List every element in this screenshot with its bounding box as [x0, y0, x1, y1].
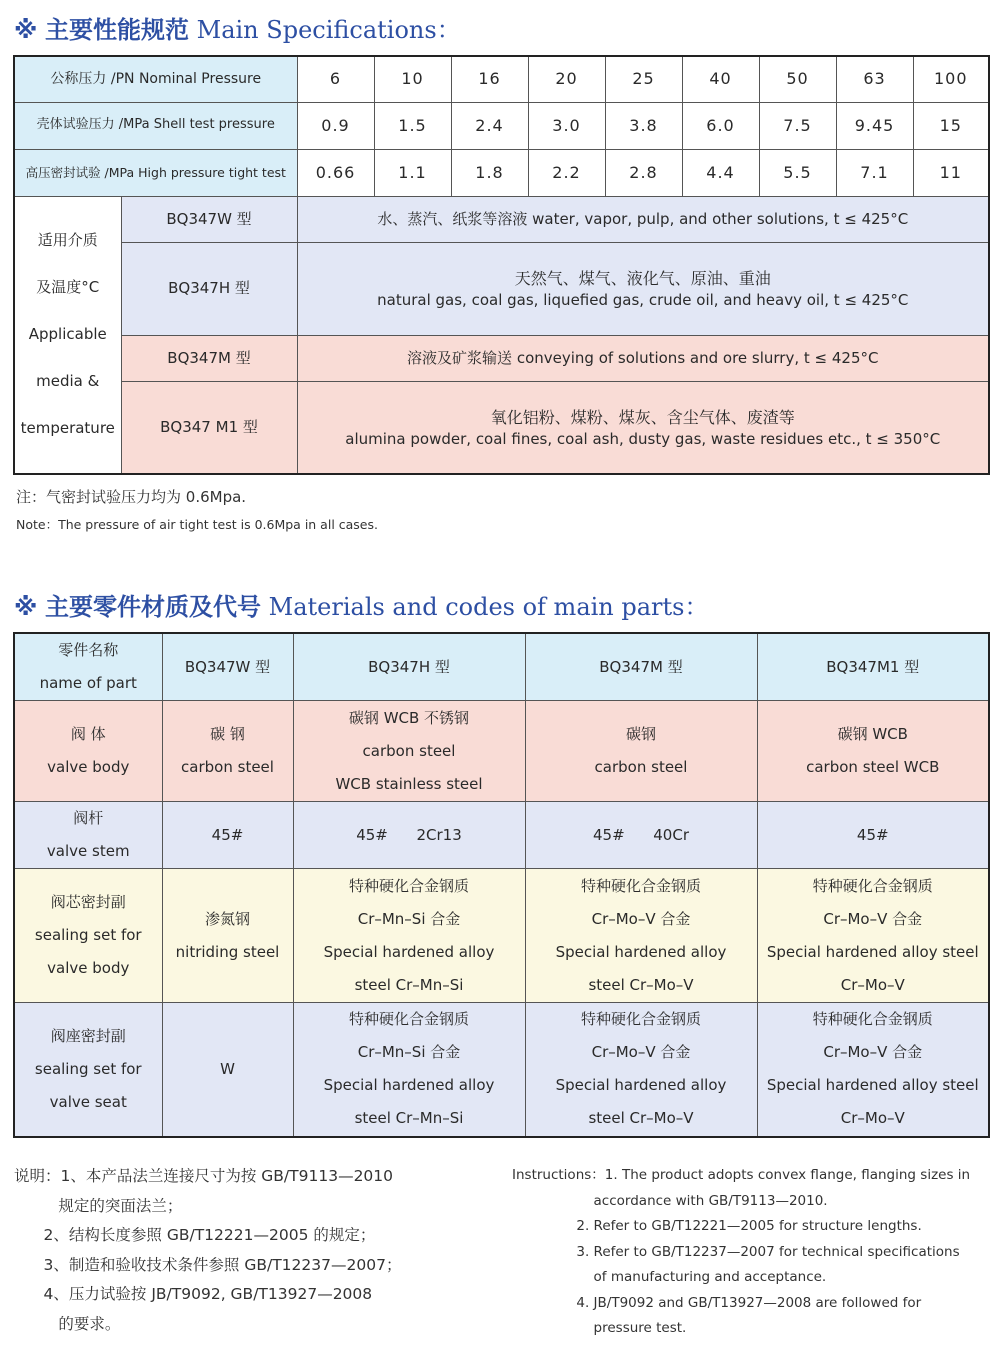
note-zh: 注：气密封试验压力均为 0.6Mpa.	[16, 488, 247, 506]
header-model: BQ347M 型	[525, 633, 757, 701]
material-cell: W	[162, 1003, 293, 1137]
spec-cell: 4.4	[682, 149, 759, 196]
instructions-zh	[14, 1162, 484, 1339]
spec-heading-en: Main Specifications：	[196, 16, 461, 44]
spec-cell: 0.9	[297, 102, 374, 149]
media-label	[14, 196, 121, 474]
instruction-line: pressure test.	[512, 1320, 687, 1336]
material-cell: 45#	[757, 802, 989, 869]
spec-cell: 6	[297, 56, 374, 102]
spec-cell: 16	[451, 56, 528, 102]
spec-cell: 7.5	[759, 102, 836, 149]
material-cell	[757, 1003, 989, 1137]
instruction-line: 3、制造和验收技术条件参照 GB/T12237—2007；	[14, 1255, 402, 1274]
instruction-line: 4、压力试验按 JB/T9092, GB/T13927—2008	[14, 1285, 373, 1303]
material-line: Cr–Mo–V	[840, 1109, 905, 1128]
material-line: Special hardened alloy	[323, 1076, 495, 1095]
material-line: Cr–Mo–V 合金	[591, 1043, 691, 1062]
material-line: Special hardened alloy	[555, 1076, 727, 1095]
spec-cell: 6.0	[682, 102, 759, 149]
material-line: Special hardened alloy steel	[766, 942, 979, 961]
spec-cell: 11	[913, 149, 989, 196]
spec-cell: 2.8	[605, 149, 682, 196]
material-line: WCB stainless steel	[335, 774, 483, 793]
material-line: 渗氮钢	[204, 909, 250, 928]
material-line: 碳钢 WCB 不锈钢	[348, 708, 470, 727]
material-cell	[293, 869, 525, 1003]
materials-heading-zh: 主要零件材质及代号	[44, 593, 261, 621]
part-name	[14, 802, 162, 869]
media-desc-zh: 水、蒸汽、纸浆等溶液 water, vapor, pulp, and other solutions, t ≤ 425°C	[377, 209, 909, 228]
part-name	[14, 1003, 162, 1137]
part-line: valve body	[47, 959, 130, 977]
material-line: Special hardened alloy	[555, 942, 727, 961]
material-cell	[162, 701, 293, 802]
media-label-line: Applicable	[28, 325, 107, 344]
spec-cell: 5.5	[759, 149, 836, 196]
material-cell	[525, 1003, 757, 1137]
part-name	[14, 869, 162, 1003]
part-line: sealing set for	[34, 1059, 142, 1078]
materials-row-sealing-seat	[14, 1003, 989, 1137]
part-line: 阀杆	[73, 809, 104, 827]
material-cell	[525, 869, 757, 1003]
material-cell: 45#	[162, 802, 293, 869]
material-line: Cr–Mn–Si 合金	[357, 1043, 461, 1062]
media-desc	[297, 335, 989, 381]
materials-row-valve-stem	[14, 802, 989, 869]
material-line: carbon steel	[594, 758, 688, 776]
part-line: valve stem	[46, 842, 130, 860]
instructions-en	[512, 1163, 992, 1342]
material-line: Special hardened alloy	[323, 942, 495, 961]
spec-cell: 3.8	[605, 102, 682, 149]
spec-cell: 20	[528, 56, 605, 102]
materials-row-valve-body	[14, 701, 989, 802]
media-row	[14, 196, 989, 242]
part-line: valve seat	[49, 1092, 127, 1111]
media-label-line: media &	[36, 372, 100, 391]
media-desc-zh: 天然气、煤气、液化气、原油、重油	[514, 269, 771, 289]
spec-cell: 1.5	[374, 102, 451, 149]
media-row	[14, 381, 989, 474]
spec-heading-mark: ※	[14, 16, 38, 44]
materials-row-sealing-body	[14, 869, 989, 1003]
materials-heading-mark: ※	[14, 593, 38, 621]
part-name	[14, 701, 162, 802]
material-cell: 45# 2Cr13	[293, 802, 525, 869]
spec-heading-zh: 主要性能规范	[44, 16, 189, 44]
media-desc-en: alumina powder, coal fines, coal ash, dusty gas, waste residues etc., t ≤ 350°C	[345, 429, 941, 448]
header-model: BQ347W 型	[162, 633, 293, 701]
material-line: steel Cr–Mo–V	[588, 1109, 694, 1128]
material-line: Cr–Mn–Si 合金	[357, 909, 461, 928]
spec-cell: 2.4	[451, 102, 528, 149]
material-line: steel Cr–Mn–Si	[354, 975, 464, 994]
media-desc-en: natural gas, coal gas, liquefied gas, crude oil, and heavy oil, t ≤ 425°C	[377, 291, 909, 310]
spec-cell: 0.66	[297, 149, 374, 196]
material-line: 特种硬化合金钢质	[812, 1010, 933, 1029]
instruction-line: of manufacturing and acceptance.	[512, 1269, 827, 1285]
material-line: 碳 钢	[210, 725, 245, 743]
media-row	[14, 335, 989, 381]
media-desc	[297, 381, 989, 474]
spec-cell: 100	[913, 56, 989, 102]
spec-cell: 3.0	[528, 102, 605, 149]
materials-heading	[14, 587, 709, 622]
media-model: BQ347M 型	[121, 335, 297, 381]
media-desc-zh: 氧化铝粉、煤粉、煤灰、含尘气体、废渣等	[490, 407, 795, 427]
material-line: carbon steel	[362, 741, 456, 760]
spec-cell: 1.1	[374, 149, 451, 196]
media-model: BQ347 M1 型	[121, 381, 297, 474]
header-model: BQ347H 型	[293, 633, 525, 701]
material-cell	[162, 869, 293, 1003]
material-line: steel Cr–Mo–V	[588, 975, 694, 994]
material-cell: 45# 40Cr	[525, 802, 757, 869]
spec-cell: 7.1	[836, 149, 913, 196]
header-part-en: name of part	[39, 674, 137, 692]
material-line: 特种硬化合金钢质	[348, 876, 469, 895]
spec-cell: 1.8	[451, 149, 528, 196]
media-desc	[297, 196, 989, 242]
material-line: Cr–Mo–V 合金	[823, 1043, 923, 1062]
spec-cell: 25	[605, 56, 682, 102]
note-en: Note：The pressure of air tight test is 0.6Mpa in all cases.	[16, 517, 378, 532]
spec-cell: 63	[836, 56, 913, 102]
material-cell	[757, 701, 989, 802]
material-line: carbon steel WCB	[806, 758, 940, 776]
spec-row-tight	[14, 149, 989, 196]
material-line: 特种硬化合金钢质	[580, 1010, 701, 1029]
material-cell	[293, 701, 525, 802]
instruction-line: 3. Refer to GB/T12237—2007 for technical specifications	[512, 1243, 960, 1260]
material-line: Cr–Mo–V 合金	[591, 909, 691, 928]
material-line: Special hardened alloy steel	[766, 1076, 979, 1095]
spec-cell: 50	[759, 56, 836, 102]
materials-heading-en: Materials and codes of main parts：	[268, 593, 709, 621]
header-part	[14, 633, 162, 701]
media-label-line: temperature	[20, 419, 115, 438]
header-part-zh: 零件名称	[58, 641, 119, 659]
media-label-line: 适用介质	[37, 231, 98, 250]
part-line: valve body	[47, 758, 130, 776]
media-label-line: 及温度°C	[36, 278, 100, 297]
spec-row-label: 高压密封试验 /MPa High pressure tight test	[14, 149, 297, 196]
material-line: nitriding steel	[175, 942, 280, 961]
spec-cell: 10	[374, 56, 451, 102]
material-line: Cr–Mo–V	[840, 975, 905, 994]
material-line: carbon steel	[181, 758, 274, 776]
media-desc	[297, 242, 989, 335]
material-line: Cr–Mo–V 合金	[823, 909, 923, 928]
header-model: BQ347M1 型	[757, 633, 989, 701]
material-line: 特种硬化合金钢质	[580, 876, 701, 895]
media-model: BQ347W 型	[121, 196, 297, 242]
instruction-line: 4. JB/T9092 and GB/T13927—2008 are followed for	[512, 1294, 922, 1311]
material-cell	[293, 1003, 525, 1137]
spec-row-label: 公称压力 /PN Nominal Pressure	[14, 56, 297, 102]
spec-cell: 40	[682, 56, 759, 102]
instruction-line: Instructions：1. The product adopts convex flange, flanging sizes in	[512, 1167, 971, 1183]
spec-cell: 15	[913, 102, 989, 149]
instruction-line: accordance with GB/T9113—2010.	[512, 1192, 828, 1209]
materials-header-row	[14, 633, 989, 701]
material-cell	[757, 869, 989, 1003]
part-line: 阀芯密封副	[50, 893, 126, 911]
media-row	[14, 242, 989, 335]
instruction-line: 2. Refer to GB/T12221—2005 for structure lengths.	[512, 1218, 922, 1234]
media-model: BQ347H 型	[121, 242, 297, 335]
spec-row-label: 壳体试验压力 /MPa Shell test pressure	[14, 102, 297, 149]
material-line: 特种硬化合金钢质	[812, 876, 933, 895]
material-line: 碳钢 WCB	[837, 725, 908, 743]
material-cell	[525, 701, 757, 802]
material-line: 碳钢	[625, 725, 656, 743]
spec-table	[13, 55, 990, 475]
material-line: steel Cr–Mn–Si	[354, 1109, 464, 1128]
part-line: sealing set for	[34, 926, 142, 944]
part-line: 阀座密封副	[50, 1026, 126, 1045]
spec-row-shell	[14, 102, 989, 149]
instruction-line: 的要求。	[14, 1314, 121, 1333]
spec-cell: 9.45	[836, 102, 913, 149]
instruction-line: 2、结构长度参照 GB/T12221—2005 的规定；	[14, 1226, 376, 1244]
spec-heading	[14, 10, 461, 45]
media-desc-zh: 溶液及矿浆输送 conveying of solutions and ore slurry, t ≤ 425°C	[407, 348, 879, 367]
spec-cell: 2.2	[528, 149, 605, 196]
instruction-line: 说明：1、本产品法兰连接尺寸为按 GB/T9113—2010	[14, 1167, 394, 1185]
instruction-line: 规定的突面法兰；	[14, 1196, 183, 1215]
material-line: 特种硬化合金钢质	[348, 1010, 469, 1029]
part-line: 阀 体	[70, 725, 106, 743]
materials-table	[13, 632, 990, 1138]
spec-row-nominal	[14, 56, 989, 102]
